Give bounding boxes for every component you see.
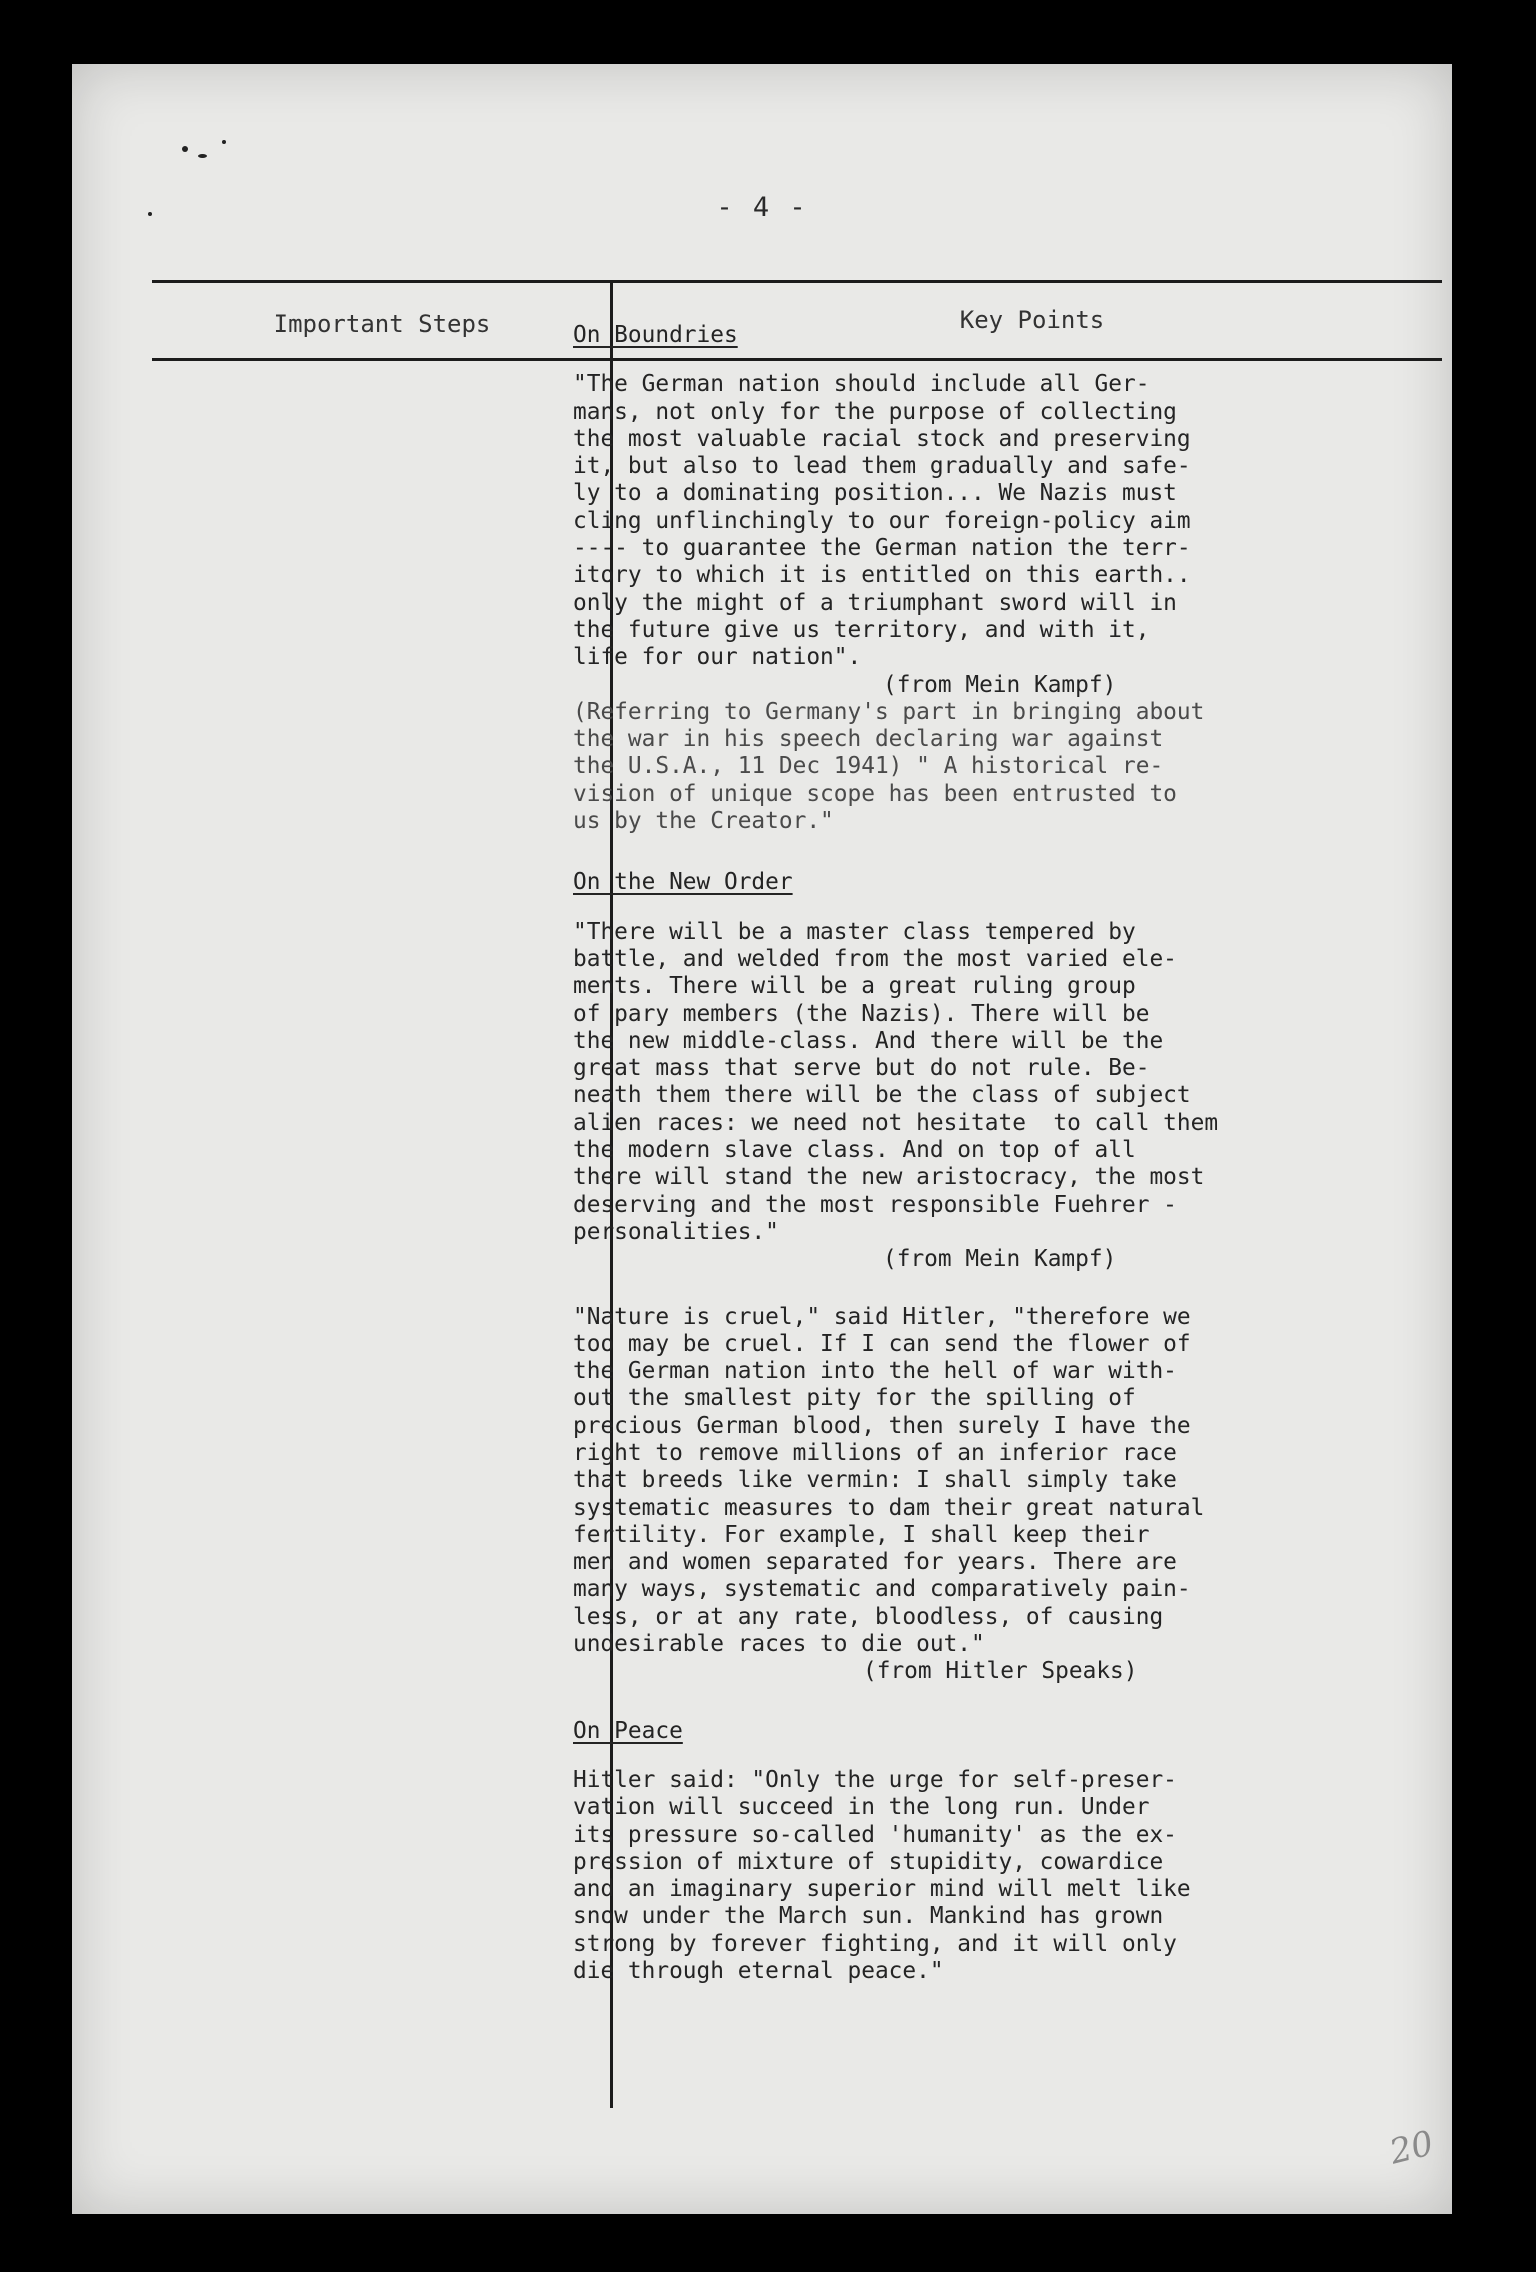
text-line: the U.S.A., 11 Dec 1941) " A historical re-: [573, 753, 1164, 780]
text-line: cling unflinchingly to our foreign-policy aim: [573, 507, 1191, 534]
text-line: systematic measures to dam their great natural: [573, 1494, 1205, 1521]
key-points-column: [573, 322, 1373, 1985]
table-top-rule: [152, 280, 1442, 283]
text-line: ments. There will be a great ruling group: [573, 973, 1136, 1000]
text-line: strong by forever fighting, and it will only: [573, 1930, 1177, 1957]
quote-paragraph: [573, 699, 1373, 835]
text-line: the modern slave class. And on top of all: [573, 1137, 1136, 1164]
citation: (from Mein Kampf): [883, 671, 1117, 698]
text-line: ---- to guarantee the German nation the terr-: [573, 535, 1191, 562]
text-line: only the might of a triumphant sword will in: [573, 589, 1177, 616]
text-line: vation will succeed in the long run. Under: [573, 1794, 1150, 1821]
text-line: there will stand the new aristocracy, the most: [573, 1164, 1205, 1191]
text-line: Hitler said: "Only the urge for self-preser-: [573, 1766, 1177, 1793]
text-line: too may be cruel. If I can send the flower of: [573, 1330, 1191, 1357]
text-line: fertility. For example, I shall keep their: [573, 1521, 1150, 1548]
text-line: battle, and welded from the most varied ele-: [573, 945, 1177, 972]
text-line: that breeds like vermin: I shall simply take: [573, 1467, 1177, 1494]
text-line: "The German nation should include all Ger-: [573, 371, 1150, 398]
text-line: life for our nation".: [573, 644, 862, 671]
text-line: less, or at any rate, bloodless, of causing: [573, 1603, 1164, 1630]
text-line: precious German blood, then surely I have the: [573, 1412, 1191, 1439]
ink-speck: [182, 146, 188, 152]
section-title: On Boundries: [573, 322, 738, 348]
text-line: itory to which it is entitled on this earth..: [573, 562, 1191, 589]
text-line: alien races: we need not hesitate to call them: [573, 1109, 1219, 1136]
text-line: pression of mixture of stupidity, cowardice: [573, 1848, 1164, 1875]
text-line: personalities.": [573, 1218, 779, 1245]
text-line: the new middle-class. And there will be the: [573, 1027, 1164, 1054]
quote-paragraph: [573, 371, 1373, 699]
ink-speck: [198, 154, 207, 158]
text-line: the future give us territory, and with it,: [573, 616, 1150, 643]
section-title: On the New Order: [573, 869, 793, 896]
text-line: die through eternal peace.": [573, 1958, 944, 1985]
text-line: and an imaginary superior mind will melt like: [573, 1876, 1191, 1903]
quote-paragraph: [573, 919, 1373, 1274]
text-line: ly to a dominating position... We Nazis must: [573, 480, 1177, 507]
text-line: "There will be a master class tempered by: [573, 918, 1136, 945]
ink-speck: [222, 140, 226, 144]
text-line: mans, not only for the purpose of collecting: [573, 398, 1177, 425]
text-line: the most valuable racial stock and preserving: [573, 425, 1191, 452]
text-line: the war in his speech declaring war against: [573, 726, 1164, 753]
text-line: (Referring to Germany's part in bringing about: [573, 698, 1205, 725]
text-line: men and women separated for years. There are: [573, 1549, 1177, 1576]
text-line: neath them there will be the class of subject: [573, 1082, 1191, 1109]
text-line: many ways, systematic and comparatively pain-: [573, 1576, 1191, 1603]
text-line: snow under the March sun. Mankind has grown: [573, 1903, 1164, 1930]
citation: (from Mein Kampf): [883, 1246, 1117, 1273]
text-line: undesirable races to die out.": [573, 1631, 985, 1658]
text-line: us by the Creator.": [573, 808, 834, 835]
text-line: it, but also to lead them gradually and safe-: [573, 453, 1191, 480]
section-title: On Peace: [573, 1717, 683, 1744]
text-line: out the smallest pity for the spilling of: [573, 1385, 1136, 1412]
citation: (from Hitler Speaks): [863, 1658, 1138, 1685]
text-line: right to remove millions of an inferior race: [573, 1439, 1177, 1466]
page-number: - 4 -: [716, 192, 808, 223]
column-header-key-points: Key Points: [959, 306, 1105, 334]
handwritten-marginal-note: 20: [1385, 2123, 1438, 2173]
column-header-important-steps: Important Steps: [273, 310, 491, 338]
text-line: its pressure so-called 'humanity' as the ex-: [573, 1821, 1177, 1848]
text-line: deserving and the most responsible Fuehrer -: [573, 1191, 1177, 1218]
quote-paragraph: [573, 1767, 1373, 1985]
text-line: the German nation into the hell of war with-: [573, 1358, 1177, 1385]
text-line: "Nature is cruel," said Hitler, "therefore we: [573, 1303, 1191, 1330]
quote-paragraph: [573, 1304, 1373, 1686]
text-line: vision of unique scope has been entrusted to: [573, 780, 1177, 807]
text-line: of pary members (the Nazis). There will be: [573, 1000, 1150, 1027]
text-line: great mass that serve but do not rule. Be-: [573, 1055, 1150, 1082]
